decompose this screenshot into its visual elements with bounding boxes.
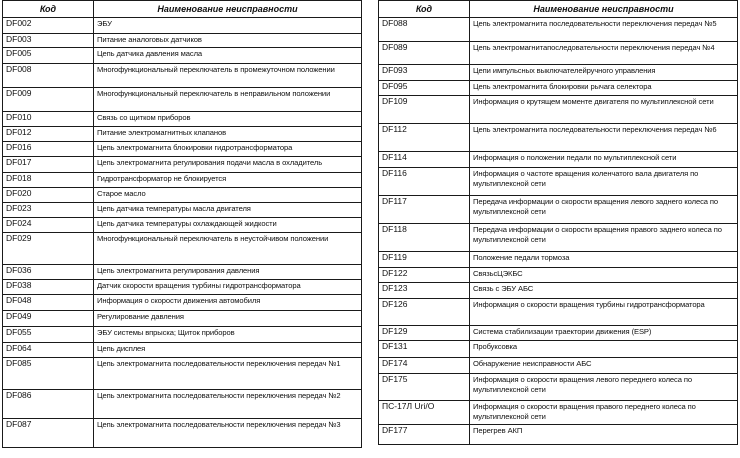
fault-description-cell: Питание аналоговых датчиков [94,34,362,48]
fault-code-cell: DF049 [3,311,94,327]
fault-description-cell: Цепь датчика давления масла [94,48,362,64]
table-row [3,157,362,173]
fault-description-cell: Положение педали тормоза [470,252,738,268]
fault-description-cell: Информация о крутящем моменте двигателя по мультиплексной сети [470,96,738,124]
fault-code-cell: DF038 [3,280,94,295]
fault-code-cell: DF009 [3,88,94,112]
fault-description-cell: Цепь электромагнита последовательности переключения передач №5 [470,18,738,42]
table-row [3,127,362,142]
fault-description-cell: Цепь электромагнита блокировки гидротрансформатора [94,142,362,157]
fault-description-cell: Датчик скорости вращения турбины гидротрансформатора [94,280,362,295]
fault-description-cell: Цепь электромагнитапоследовательности переключения передач №4 [470,42,738,65]
fault-code-cell: DF036 [3,265,94,280]
fault-code-cell: DF012 [3,127,94,142]
fault-description-cell: Цепь электромагнита последовательности переключения передач №3 [94,419,362,448]
fault-code-cell: DF088 [379,18,470,42]
table-row [3,233,362,265]
table-row [3,419,362,448]
table-row [3,358,362,390]
table-row [379,341,738,358]
table-row [379,358,738,374]
table-row [3,142,362,157]
table-header-row [3,1,362,18]
table-row [379,224,738,252]
table-header-row [379,1,738,18]
fault-code-cell: DF087 [3,419,94,448]
fault-description-cell: Многофункциональный переключатель в неустойчивом положении [94,233,362,265]
table-row [3,112,362,127]
table-row [3,64,362,88]
table-row [3,48,362,64]
fault-code-cell: DF018 [3,173,94,188]
table-row [379,42,738,65]
table-row [3,295,362,311]
table-body-right [379,18,738,445]
table-row [3,327,362,343]
fault-description-cell: Система стабилизации траектории движения (ESP) [470,326,738,341]
fault-code-cell: DF116 [379,168,470,196]
table-row [3,343,362,358]
table-row [3,280,362,295]
fault-description-cell: Информация о скорости движения автомобиля [94,295,362,311]
fault-description-cell: Цепь электромагнита последовательности переключения передач №1 [94,358,362,390]
fault-description-cell: Перегрев АКП [470,425,738,445]
header-code: Код [379,1,470,18]
table-row [3,390,362,419]
fault-code-cell: DF017 [3,157,94,173]
header-code: Код [3,1,94,18]
fault-code-cell: ПС-17Л Uri/O [379,401,470,425]
fault-description-cell: Цепь электромагнита последовательности переключения передач №6 [470,124,738,152]
fault-code-cell: DF175 [379,374,470,401]
fault-code-cell: DF029 [3,233,94,265]
fault-code-cell: DF005 [3,48,94,64]
fault-code-cell: DF114 [379,152,470,168]
fault-code-cell: DF131 [379,341,470,358]
fault-code-cell: DF010 [3,112,94,127]
fault-description-cell: Цепь датчика температуры масла двигателя [94,203,362,218]
table-row [3,311,362,327]
table-row [3,188,362,203]
fault-description-cell: Связь со щитком приборов [94,112,362,127]
table-row [3,18,362,34]
fault-code-cell: DF126 [379,299,470,326]
fault-description-cell: Обнаружение неисправности АБС [470,358,738,374]
fault-codes-table-right [378,0,738,445]
table-row [3,265,362,280]
table-row [379,283,738,299]
table-row [379,152,738,168]
header-fault-name: Наименование неисправности [470,1,738,18]
fault-code-cell: DF119 [379,252,470,268]
fault-description-cell: Старое масло [94,188,362,203]
fault-description-cell: Цепи импульсных выключателейручного управления [470,65,738,81]
fault-description-cell: Многофункциональный переключатель в неправильном положении [94,88,362,112]
fault-code-cell: DF085 [3,358,94,390]
table-row [379,196,738,224]
fault-description-cell: ЭБУ [94,18,362,34]
table-row [379,299,738,326]
fault-code-cell: DF064 [3,343,94,358]
fault-code-cell: DF109 [379,96,470,124]
fault-code-cell: DF112 [379,124,470,152]
fault-code-cell: DF024 [3,218,94,233]
fault-code-cell: DF002 [3,18,94,34]
fault-description-cell: Информация о частоте вращения коленчатого вала двигателя по мультиплексной сети [470,168,738,196]
fault-code-cell: DF123 [379,283,470,299]
fault-description-cell: Регулирование давления [94,311,362,327]
fault-description-cell: ЭБУ системы впрыска; Щиток приборов [94,327,362,343]
fault-code-cell: DF122 [379,268,470,283]
table-row [379,124,738,152]
fault-description-cell: Информация о скорости вращения левого переднего колеса по мультиплексной сети [470,374,738,401]
fault-description-cell: Многофункциональный переключатель в промежуточном положении [94,64,362,88]
fault-description-cell: Цепь датчика температуры охлаждающей жидкости [94,218,362,233]
fault-description-cell: Информация о положении педали по мультиплексной сети [470,152,738,168]
fault-code-cell: DF016 [3,142,94,157]
fault-code-cell: DF093 [379,65,470,81]
table-row [379,96,738,124]
table-row [379,374,738,401]
table-row [379,401,738,425]
fault-code-cell: DF177 [379,425,470,445]
fault-codes-table-left [2,0,362,448]
fault-description-cell: Передача информации о скорости вращения левого заднего колеса по мультиплексной сети [470,196,738,224]
fault-description-cell: Цепь электромагнита регулирования подачи масла в охладитель [94,157,362,173]
table-row [379,326,738,341]
fault-description-cell: Цепь электромагнита последовательности переключения передач №2 [94,390,362,419]
table-row [3,218,362,233]
fault-code-cell: DF117 [379,196,470,224]
fault-description-cell: Цепь дисплея [94,343,362,358]
table-row [379,268,738,283]
fault-description-cell: Информация о скорости вращения турбины гидротрансформатора [470,299,738,326]
fault-description-cell: СвязьсЦЭКБС [470,268,738,283]
fault-code-cell: DF118 [379,224,470,252]
fault-code-cell: DF003 [3,34,94,48]
table-row [379,81,738,96]
table-row [379,252,738,268]
table-row [3,203,362,218]
fault-code-cell: DF095 [379,81,470,96]
fault-description-cell: Цепь электромагнита блокировки рычага селектора [470,81,738,96]
table-row [3,173,362,188]
table-body-left [3,18,362,448]
table-row [3,34,362,48]
fault-code-cell: DF089 [379,42,470,65]
fault-description-cell: Цепь электромагнита регулирования давления [94,265,362,280]
fault-description-cell: Передача информации о скорости вращения правого заднего колеса по мультиплексной сети [470,224,738,252]
fault-description-cell: Гидротрансформатор не блокируется [94,173,362,188]
table-row [379,425,738,445]
fault-description-cell: Пробуксовка [470,341,738,358]
table-row [379,65,738,81]
fault-code-cell: DF008 [3,64,94,88]
fault-code-cell: DF023 [3,203,94,218]
header-fault-name: Наименование неисправности [94,1,362,18]
fault-code-cell: DF048 [3,295,94,311]
table-row [379,168,738,196]
fault-code-cell: DF055 [3,327,94,343]
table-row [379,18,738,42]
fault-code-cell: DF174 [379,358,470,374]
fault-code-cell: DF086 [3,390,94,419]
table-row [3,88,362,112]
fault-code-cell: DF020 [3,188,94,203]
fault-description-cell: Связь с ЭБУ АБС [470,283,738,299]
fault-code-cell: DF129 [379,326,470,341]
fault-description-cell: Питание электромагнитных клапанов [94,127,362,142]
fault-description-cell: Информация о скорости вращения правого переднего колеса по мультиплексной сети [470,401,738,425]
